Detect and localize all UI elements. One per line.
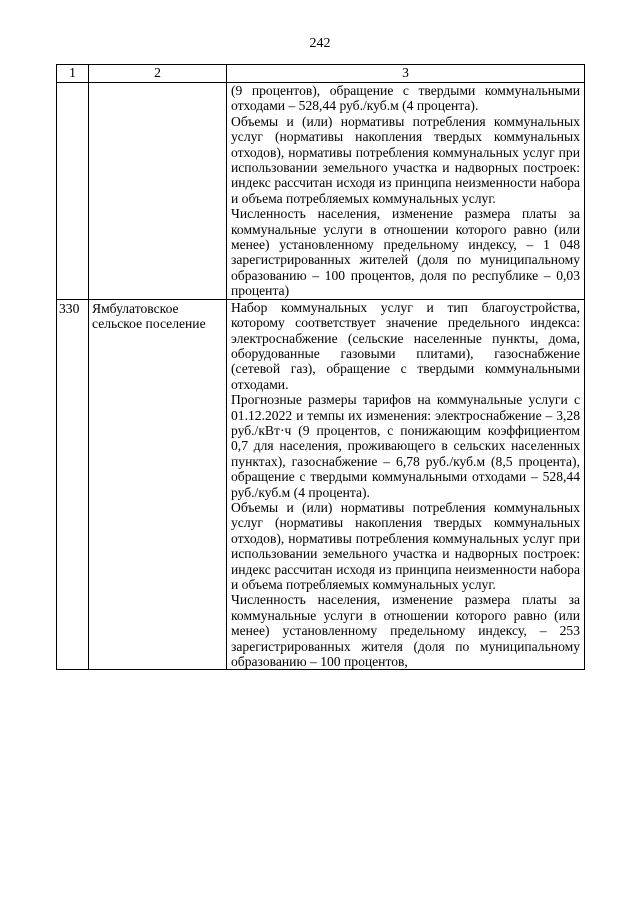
table-row-330: [57, 299, 585, 670]
paragraph: (9 процентов), обращение с твердыми коммунальными отходами – 528,44 руб./куб.м (4 процента).: [231, 83, 580, 114]
table-header-row: [57, 65, 585, 83]
description-cell: [227, 83, 585, 300]
settlement-name-cell: [89, 83, 227, 300]
table-row-continued: [57, 83, 585, 300]
paragraph: Прогнозные размеры тарифов на коммунальные услуги с 01.12.2022 и темпы их изменения: электроснабжение – 3,28 руб./кВт·ч (9 процентов, с понижающим коэффициентом 0,7 для населения, проживающего в сельских населенных пунктах), газоснабжение – 6,78 руб./куб.м (8,5 процента), обращение с твердыми коммунальными отходами – 528,44 руб./куб.м (4 процента).: [231, 392, 580, 500]
document-table: [56, 64, 585, 670]
settlement-name-cell: Ямбулатовское сельское поселение: [89, 299, 227, 670]
paragraph: Набор коммунальных услуг и тип благоустройства, которому соответствует значение предельного индекса: электроснабжение (сельские населенные пункты, дома, оборудованные газовыми плитами), газоснабжение (сетевой газ), обращение с твердыми коммунальными отходами.: [231, 299, 580, 392]
paragraph: Численность населения, изменение размера платы за коммунальные услуги в отношении которого равно (или менее) установленному предельному индексу, – 253 зарегистрированных жителя (доля по муниципальному образованию – 100 процентов,: [231, 592, 580, 670]
column-header-2: 2: [89, 65, 227, 83]
page-number: 242: [309, 36, 331, 51]
paragraph: Объемы и (или) нормативы потребления коммунальных услуг (нормативы накопления твердых коммунальных отходов), нормативы потребления коммунальных услуг при использовании земельного участка и надворных построек: индекс рассчитан исходя из принципа неизменности набора и объема потребляемых коммунальных услуг.: [231, 113, 580, 206]
column-header-1: 1: [57, 65, 89, 83]
description-cell: [227, 299, 585, 670]
paragraph: Численность населения, изменение размера платы за коммунальные услуги в отношении которого равно (или менее) установленному предельному индексу, – 1 048 зарегистрированных жителей (доля по муниципальному образованию – 100 процентов, доля по республике – 0,03 процента): [231, 206, 580, 299]
row-number-cell: [57, 83, 89, 300]
row-number-cell: 330: [57, 299, 89, 670]
paragraph: Объемы и (или) нормативы потребления коммунальных услуг (нормативы накопления твердых коммунальных отходов), нормативы потребления коммунальных услуг при использовании земельного участка и надворных построек: индекс рассчитан исходя из принципа неизменности набора и объема потребляемых коммунальных услуг.: [231, 499, 580, 592]
column-header-3: 3: [227, 65, 585, 83]
